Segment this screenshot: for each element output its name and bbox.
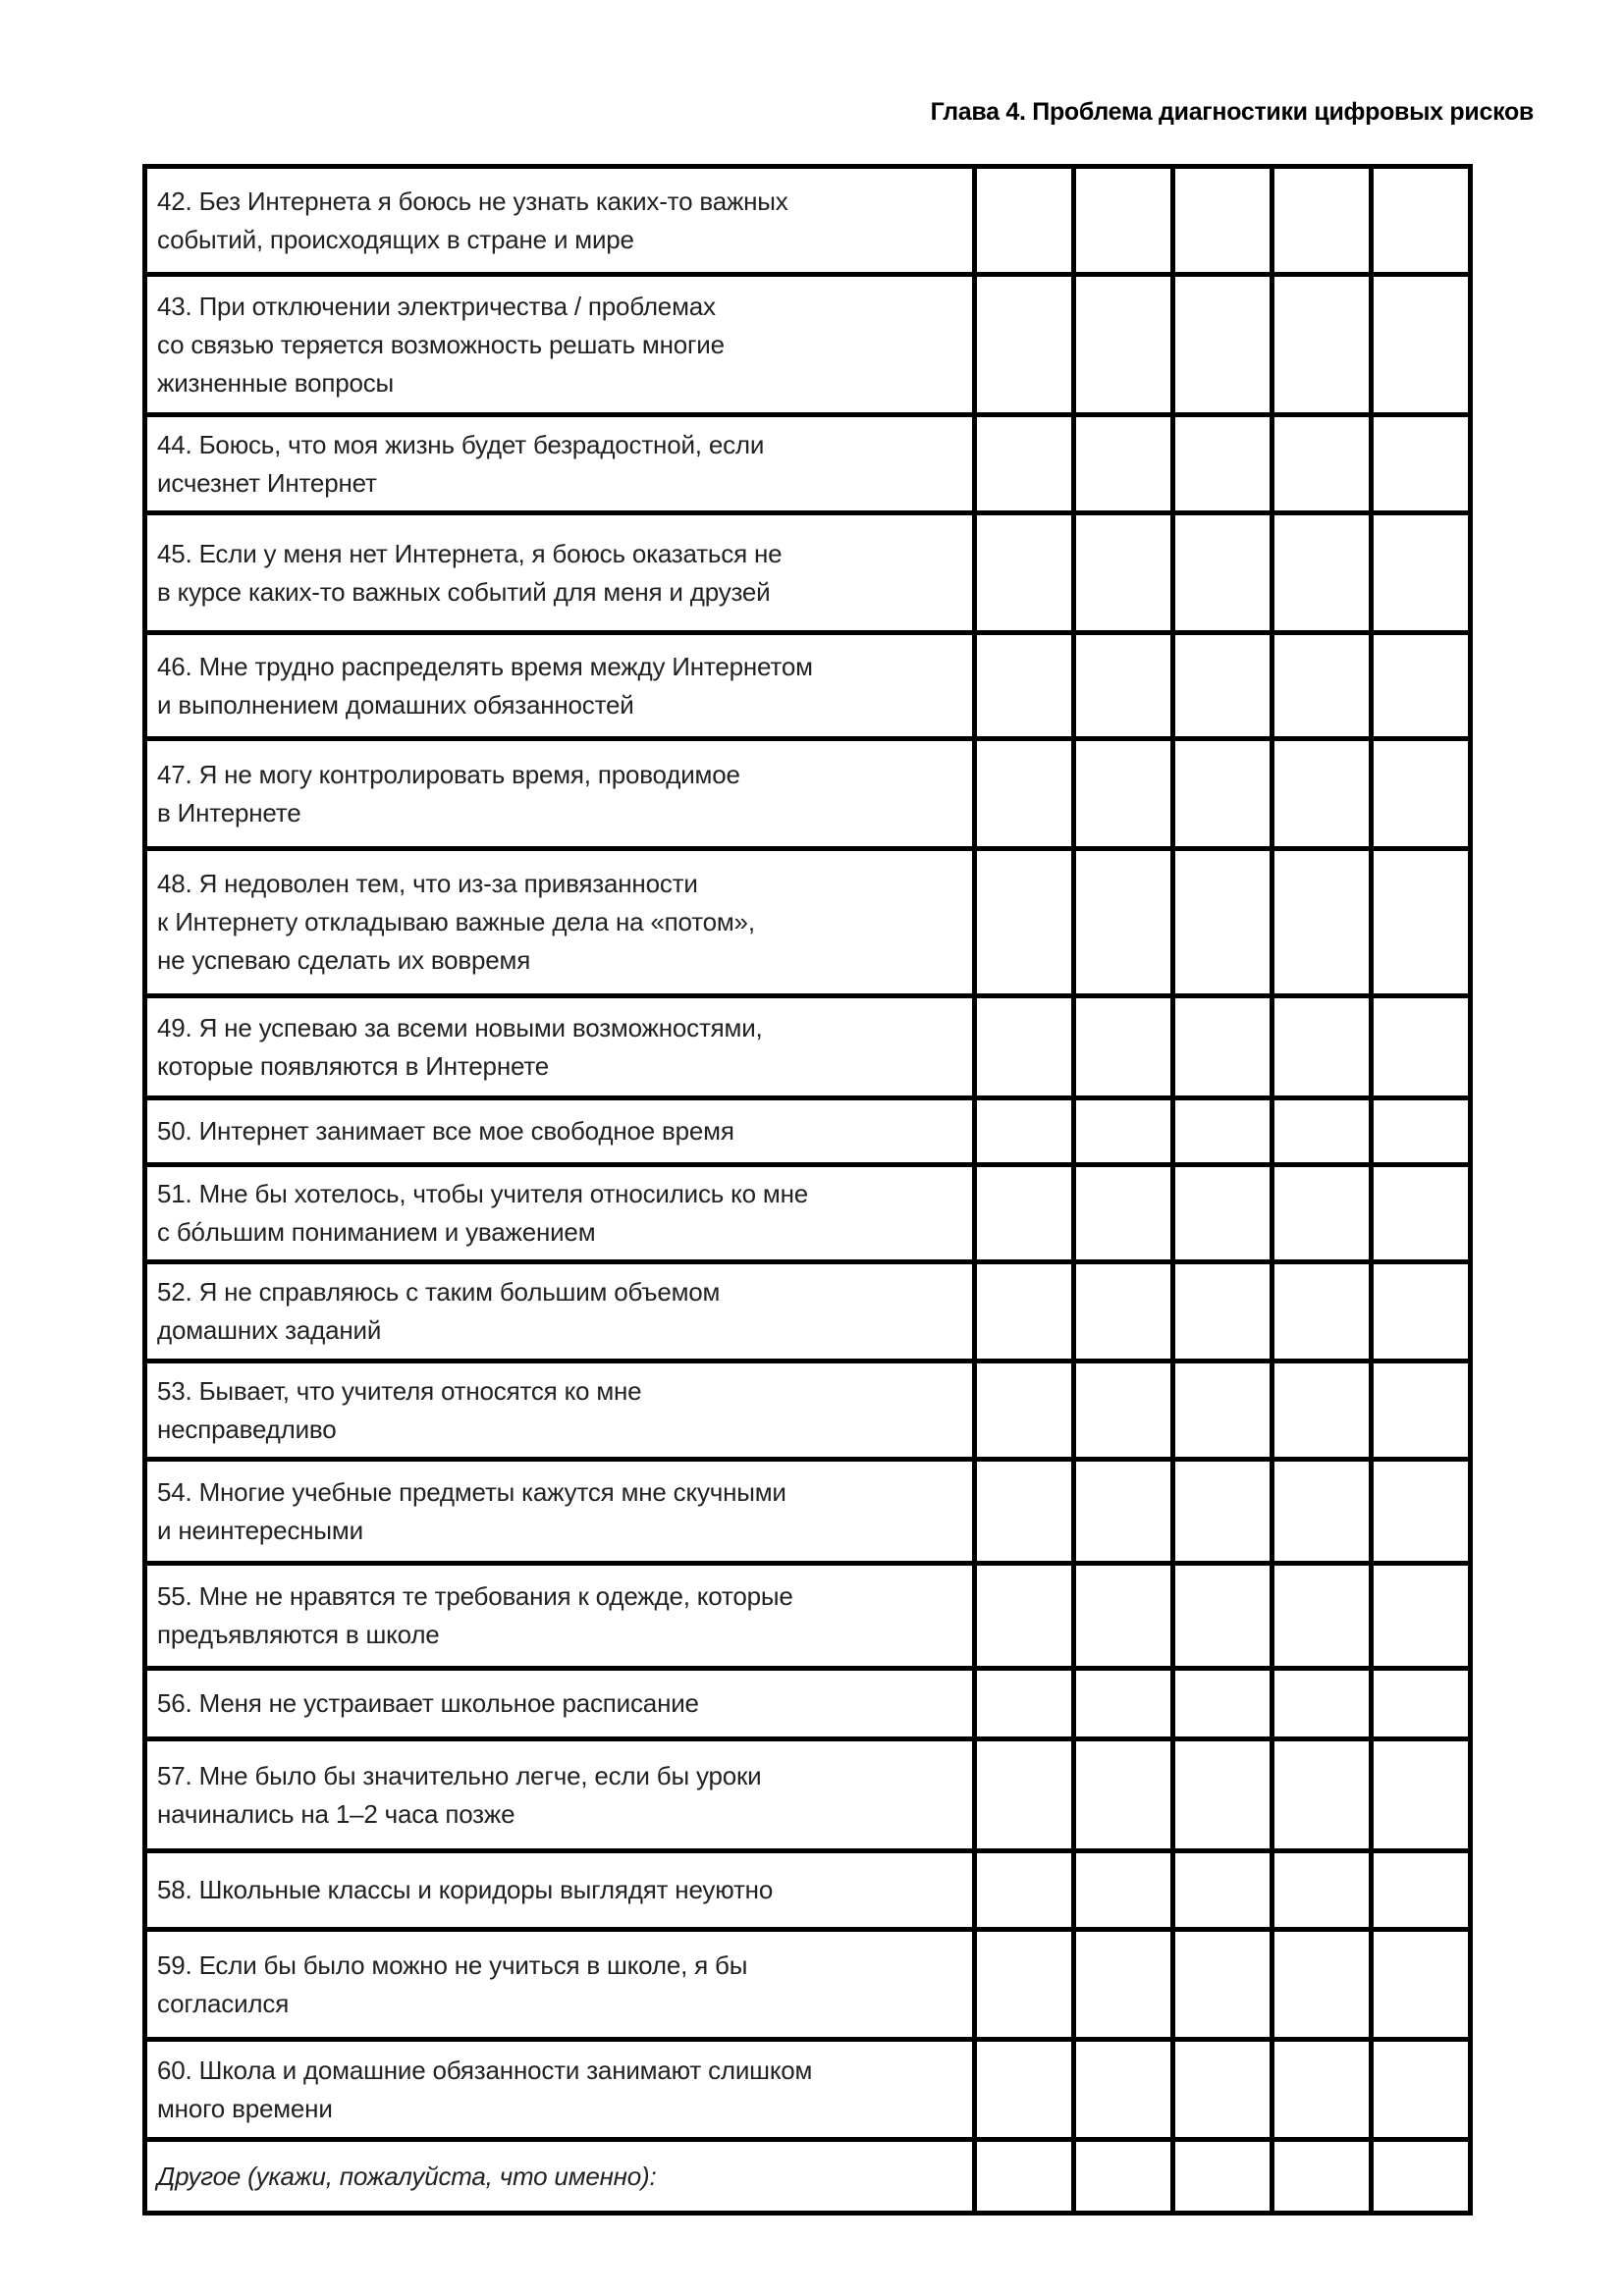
survey-row [145, 1460, 1471, 1564]
answer-cell-3[interactable] [1173, 1564, 1272, 1669]
question-cell [145, 1930, 975, 2040]
question-cell [145, 415, 975, 513]
question-text-line: 46. Мне трудно распределять время между Интернетом [157, 651, 813, 681]
answer-cell-3[interactable] [1173, 1460, 1272, 1564]
answer-cell-1[interactable] [975, 415, 1074, 513]
answer-cell-5[interactable] [1372, 1669, 1471, 1739]
question-text-line: не успеваю сделать их вовремя [157, 945, 531, 975]
answer-cell-1[interactable] [975, 849, 1074, 996]
question-text-line: в курсе каких-то важных событий для меня и друзей [157, 576, 771, 607]
question-cell [145, 1262, 975, 1362]
question-text-line: к Интернету откладываю важные дела на «потом», [157, 907, 755, 936]
answer-cell-5[interactable] [1372, 275, 1471, 415]
survey-row [145, 513, 1471, 633]
answer-cell-4[interactable] [1272, 1739, 1372, 1851]
question-cell [145, 1669, 975, 1739]
answer-cell-4[interactable] [1272, 996, 1372, 1098]
survey-row [145, 1362, 1471, 1460]
answer-cell-5[interactable] [1372, 167, 1471, 275]
answer-cell-2[interactable] [1074, 1262, 1173, 1362]
chapter-running-header: Глава 4. Проблема диагностики цифровых рисков [930, 98, 1534, 126]
survey-row [145, 1262, 1471, 1362]
answer-cell-2[interactable] [1074, 1098, 1173, 1165]
answer-cell-3[interactable] [1173, 2140, 1272, 2214]
question-text-line: несправедливо [157, 1414, 337, 1444]
answer-cell-4[interactable] [1272, 849, 1372, 996]
answer-cell-5[interactable] [1372, 1460, 1471, 1564]
answer-cell-1[interactable] [975, 1165, 1074, 1262]
question-cell [145, 1460, 975, 1564]
question-text-line: 53. Бывает, что учителя относятся ко мне [157, 1375, 642, 1406]
answer-cell-4[interactable] [1272, 2140, 1372, 2214]
question-text-line: 54. Многие учебные предметы кажутся мне скучными [157, 1476, 786, 1507]
question-text-line: 49. Я не успеваю за всеми новыми возможностями, [157, 1012, 763, 1042]
question-cell [145, 633, 975, 739]
question-text-line: которые появляются в Интернете [157, 1050, 550, 1081]
answer-cell-5[interactable] [1372, 996, 1471, 1098]
answer-cell-5[interactable] [1372, 633, 1471, 739]
answer-cell-3[interactable] [1173, 633, 1272, 739]
answer-cell-4[interactable] [1272, 1165, 1372, 1262]
answer-cell-2[interactable] [1074, 1739, 1173, 1851]
answer-cell-3[interactable] [1173, 996, 1272, 1098]
question-text-line: 43. При отключении электричества / проблемах [157, 291, 716, 321]
question-text-line: со связью теряется возможность решать многие [157, 329, 725, 359]
answer-cell-5[interactable] [1372, 1739, 1471, 1851]
answer-cell-2[interactable] [1074, 275, 1173, 415]
question-cell [145, 275, 975, 415]
answer-cell-3[interactable] [1173, 167, 1272, 275]
answer-cell-5[interactable] [1372, 1851, 1471, 1930]
question-text-line: 58. Школьные классы и коридоры выглядят неуютно [157, 1875, 774, 1904]
survey-table-body [145, 167, 1471, 2214]
answer-cell-5[interactable] [1372, 849, 1471, 996]
answer-cell-2[interactable] [1074, 633, 1173, 739]
answer-cell-1[interactable] [975, 996, 1074, 1098]
answer-cell-4[interactable] [1272, 633, 1372, 739]
survey-row [145, 633, 1471, 739]
answer-cell-1[interactable] [975, 1669, 1074, 1739]
answer-cell-5[interactable] [1372, 2140, 1471, 2214]
question-text-line: предъявляются в школе [157, 1620, 440, 1649]
question-cell [145, 167, 975, 275]
answer-cell-4[interactable] [1272, 1362, 1372, 1460]
question-text-line: и выполнением домашних обязанностей [157, 689, 634, 720]
answer-cell-3[interactable] [1173, 1362, 1272, 1460]
answer-cell-1[interactable] [975, 513, 1074, 633]
answer-cell-2[interactable] [1074, 996, 1173, 1098]
answer-cell-1[interactable] [975, 1564, 1074, 1669]
answer-cell-4[interactable] [1272, 415, 1372, 513]
survey-row [145, 1098, 1471, 1165]
question-cell [145, 1851, 975, 1930]
question-text-line: 48. Я недоволен тем, что из-за привязанности [157, 869, 698, 898]
answer-cell-4[interactable] [1272, 1262, 1372, 1362]
answer-cell-5[interactable] [1372, 1930, 1471, 2040]
question-cell [145, 1739, 975, 1851]
question-text-line: 60. Школа и домашние обязанности занимают слишком [157, 2055, 813, 2085]
answer-cell-1[interactable] [975, 2040, 1074, 2140]
answer-cell-1[interactable] [975, 275, 1074, 415]
answer-cell-5[interactable] [1372, 415, 1471, 513]
answer-cell-5[interactable] [1372, 513, 1471, 633]
answer-cell-2[interactable] [1074, 1362, 1173, 1460]
answer-cell-2[interactable] [1074, 1564, 1173, 1669]
answer-cell-4[interactable] [1272, 2040, 1372, 2140]
survey-row [145, 1669, 1471, 1739]
question-cell [145, 1098, 975, 1165]
question-text-line: много времени [157, 2093, 333, 2123]
survey-row [145, 1739, 1471, 1851]
answer-cell-2[interactable] [1074, 1669, 1173, 1739]
answer-cell-4[interactable] [1272, 167, 1372, 275]
answer-cell-5[interactable] [1372, 1262, 1471, 1362]
answer-cell-2[interactable] [1074, 1460, 1173, 1564]
answer-cell-3[interactable] [1173, 1739, 1272, 1851]
answer-cell-1[interactable] [975, 1930, 1074, 2040]
question-text-line: в Интернете [157, 797, 301, 828]
answer-cell-4[interactable] [1272, 275, 1372, 415]
question-cell [145, 2040, 975, 2140]
answer-cell-4[interactable] [1272, 1930, 1372, 2040]
survey-row [145, 1930, 1471, 2040]
answer-cell-1[interactable] [975, 167, 1074, 275]
answer-cell-2[interactable] [1074, 415, 1173, 513]
answer-cell-1[interactable] [975, 1851, 1074, 1930]
question-text-line: исчезнет Интернет [157, 467, 377, 498]
question-text-line: 55. Мне не нравятся те требования к одежде, которые [157, 1581, 793, 1611]
answer-cell-5[interactable] [1372, 1564, 1471, 1669]
answer-cell-4[interactable] [1272, 1098, 1372, 1165]
answer-cell-4[interactable] [1272, 1669, 1372, 1739]
other-answer-label[interactable]: Другое (укажи, пожалуйста, что именно): [145, 2140, 975, 2214]
answer-cell-3[interactable] [1173, 849, 1272, 996]
answer-cell-1[interactable] [975, 739, 1074, 849]
question-text-line: 50. Интернет занимает все мое свободное время [157, 1116, 734, 1146]
answer-cell-5[interactable] [1372, 1362, 1471, 1460]
question-text-line: 56. Меня не устраивает школьное расписание [157, 1688, 699, 1718]
question-cell [145, 739, 975, 849]
survey-row [145, 167, 1471, 275]
answer-cell-5[interactable] [1372, 1165, 1471, 1262]
question-text-line: с бóльшим пониманием и уважением [157, 1217, 596, 1247]
answer-cell-1[interactable] [975, 1739, 1074, 1851]
survey-table [142, 164, 1473, 2216]
answer-cell-1[interactable] [975, 1362, 1074, 1460]
survey-row [145, 1851, 1471, 1930]
answer-cell-1[interactable] [975, 633, 1074, 739]
answer-cell-2[interactable] [1074, 1165, 1173, 1262]
answer-cell-1[interactable] [975, 1262, 1074, 1362]
answer-cell-5[interactable] [1372, 739, 1471, 849]
question-text-line: 51. Мне бы хотелось, чтобы учителя относились ко мне [157, 1179, 809, 1208]
answer-cell-2[interactable] [1074, 1851, 1173, 1930]
answer-cell-5[interactable] [1372, 2040, 1471, 2140]
question-cell [145, 513, 975, 633]
survey-row [145, 739, 1471, 849]
question-text-line: домашних заданий [157, 1315, 382, 1345]
survey-row [145, 1165, 1471, 1262]
answer-cell-2[interactable] [1074, 2140, 1173, 2214]
answer-cell-4[interactable] [1272, 739, 1372, 849]
question-cell [145, 1362, 975, 1460]
question-text-line: 59. Если бы было можно не учиться в школе, я бы [157, 1949, 748, 1980]
survey-row [145, 849, 1471, 996]
answer-cell-3[interactable] [1173, 275, 1272, 415]
answer-cell-2[interactable] [1074, 2040, 1173, 2140]
answer-cell-4[interactable] [1272, 1460, 1372, 1564]
answer-cell-4[interactable] [1272, 513, 1372, 633]
answer-cell-3[interactable] [1173, 739, 1272, 849]
question-text-line: 52. Я не справляюсь с таким большим объемом [157, 1277, 721, 1307]
answer-cell-3[interactable] [1173, 1669, 1272, 1739]
answer-cell-2[interactable] [1074, 513, 1173, 633]
answer-cell-1[interactable] [975, 2140, 1074, 2214]
answer-cell-3[interactable] [1173, 513, 1272, 633]
survey-row [145, 415, 1471, 513]
question-text-line: 42. Без Интернета я боюсь не узнать каких-то важных [157, 186, 788, 216]
answer-cell-3[interactable] [1173, 1930, 1272, 2040]
question-cell [145, 1165, 975, 1262]
survey-row [145, 1564, 1471, 1669]
question-cell [145, 1564, 975, 1669]
question-text-line: жизненные вопросы [157, 367, 395, 398]
survey-row [145, 996, 1471, 1098]
survey-row [145, 2040, 1471, 2140]
answer-cell-3[interactable] [1173, 1165, 1272, 1262]
answer-cell-5[interactable] [1372, 1098, 1471, 1165]
answer-cell-2[interactable] [1074, 1930, 1173, 2040]
survey-row [145, 275, 1471, 415]
question-text-line: 45. Если у меня нет Интернета, я боюсь оказаться не [157, 538, 783, 568]
answer-cell-3[interactable] [1173, 2040, 1272, 2140]
answer-cell-2[interactable] [1074, 739, 1173, 849]
question-text-line: и неинтересными [157, 1515, 363, 1545]
answer-cell-3[interactable] [1173, 415, 1272, 513]
answer-cell-4[interactable] [1272, 1851, 1372, 1930]
question-text-line: событий, происходящих в стране и мире [157, 224, 634, 254]
answer-cell-1[interactable] [975, 1098, 1074, 1165]
question-cell [145, 996, 975, 1098]
survey-row-other [145, 2140, 1471, 2214]
question-text-line: 47. Я не могу контролировать время, проводимое [157, 759, 740, 789]
question-cell [145, 849, 975, 996]
answer-cell-4[interactable] [1272, 1564, 1372, 1669]
question-text-line: согласился [157, 1988, 290, 2018]
question-text-line: 44. Боюсь, что моя жизнь будет безрадостной, если [157, 429, 765, 459]
answer-cell-3[interactable] [1173, 1262, 1272, 1362]
answer-cell-3[interactable] [1173, 1098, 1272, 1165]
answer-cell-2[interactable] [1074, 167, 1173, 275]
answer-cell-3[interactable] [1173, 1851, 1272, 1930]
answer-cell-2[interactable] [1074, 849, 1173, 996]
question-text-line: начинались на 1–2 часа позже [157, 1798, 515, 1829]
question-text-line: 57. Мне было бы значительно легче, если бы уроки [157, 1760, 762, 1790]
answer-cell-1[interactable] [975, 1460, 1074, 1564]
